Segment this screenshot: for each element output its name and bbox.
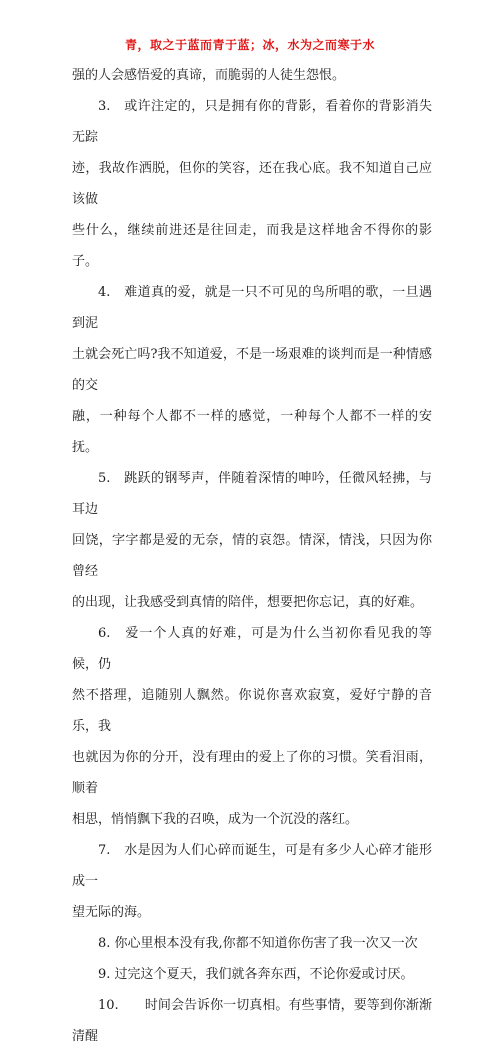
text-line: 的出现，让我感受到真情的陪伴，想要把你忘记，真的好难。 bbox=[72, 595, 424, 610]
text-line: 5. 跳跃的钢琴声，伴随着深情的呻吟，任微风轻拂，与耳边 bbox=[72, 471, 432, 517]
text-line: 4. 难道真的爱，就是一只不可见的鸟所唱的歌，一旦遇到泥 bbox=[72, 285, 432, 331]
text-line: 相思，悄悄飘下我的召唤，成为一个沉没的落红。 bbox=[72, 812, 359, 827]
text-line: 融，一种每个人都不一样的感觉，一种每个人都不一样的安抚。 bbox=[72, 409, 432, 455]
paragraph bbox=[72, 60, 432, 91]
text-line: 9. 过完这个夏天，我们就各奔东西，不论你爱或讨厌。 bbox=[98, 967, 414, 982]
paragraph bbox=[72, 277, 432, 463]
paragraph bbox=[72, 959, 432, 990]
text-line: 7. 水是因为人们心碎而诞生，可是有多少人心碎才能形成一 bbox=[72, 843, 432, 889]
paragraph bbox=[72, 990, 432, 1052]
text-line: 强的人会感悟爱的真谛，而脆弱的人徒生怨恨。 bbox=[72, 68, 346, 83]
text-line: 也就因为你的分开，没有理由的爱上了你的习惯。笑看泪雨，顺着 bbox=[72, 750, 432, 796]
text-line: 6. 爱一个人真的好难，可是为什么当初你看见我的等候，仍 bbox=[72, 626, 432, 672]
paragraph bbox=[72, 835, 432, 928]
paragraph bbox=[72, 618, 432, 835]
text-line: 然不搭理，追随别人飘然。你说你喜欢寂寞，爱好宁静的音乐，我 bbox=[72, 688, 432, 734]
text-line: 8. 你心里根本没有我,你都不知道你伤害了我一次又一次 bbox=[98, 936, 418, 951]
paragraph bbox=[72, 928, 432, 959]
text-line: 10. 时间会告诉你一切真相。有些事情，要等到你渐渐清醒 bbox=[72, 998, 432, 1044]
paragraph bbox=[72, 91, 432, 277]
document-body bbox=[72, 60, 432, 1052]
text-line: 望无际的海。 bbox=[72, 905, 151, 920]
text-line: 迹，我故作洒脱，但你的笑容，还在我心底。我不知道自己应该做 bbox=[72, 161, 432, 207]
text-line: 些什么，继续前进还是往回走，而我是这样地舍不得你的影子。 bbox=[72, 223, 432, 269]
text-line: 回饶，字字都是爱的无奈，情的哀怨。情深，情浅，只因为你曾经 bbox=[72, 533, 432, 579]
text-line: 3. 或许注定的，只是拥有你的背影，看着你的背影消失无踪 bbox=[72, 99, 432, 145]
paragraph bbox=[72, 463, 432, 618]
text-line: 土就会死亡吗?我不知道爱，不是一场艰难的谈判而是一种情感的交 bbox=[72, 347, 432, 393]
page-header-title: 青，取之于蓝而青于蓝；冰，水为之而寒于水 bbox=[124, 38, 375, 52]
